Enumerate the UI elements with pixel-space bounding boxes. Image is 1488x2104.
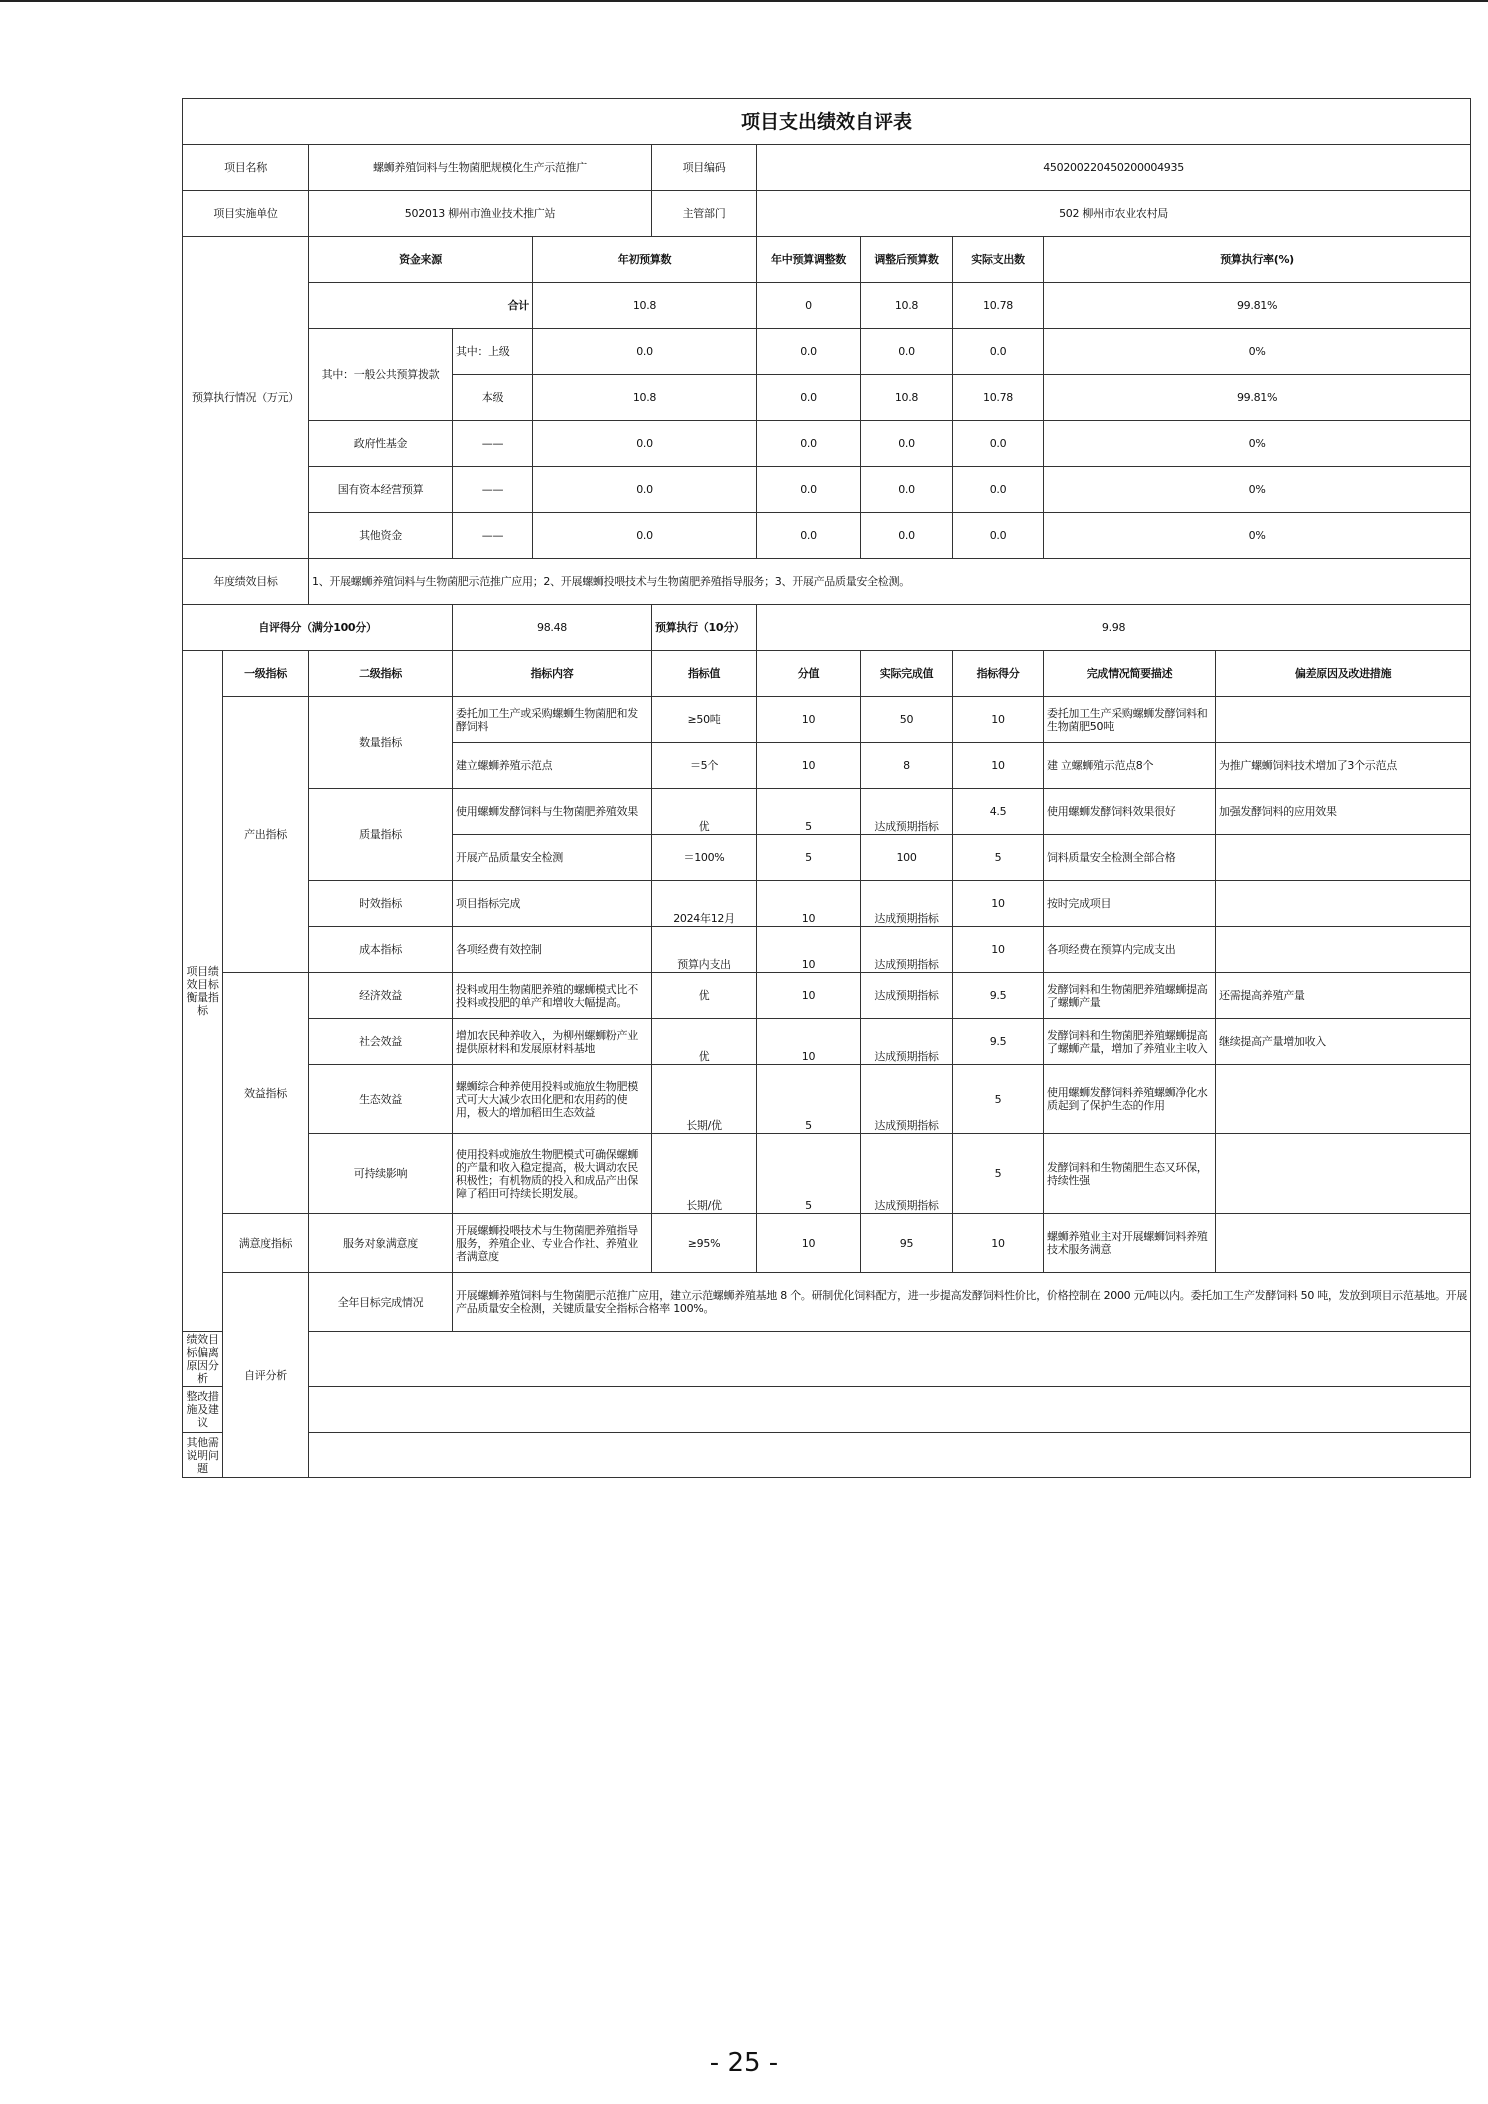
indicator-content: 开展螺蛳投喂技术与生物菌肥养殖指导服务，养殖企业、专业合作社、养殖业者满意度 <box>453 1214 652 1273</box>
indicator-target: 预算内支出 <box>652 927 757 973</box>
dept-value: 502 柳州市农业农村局 <box>757 191 1471 237</box>
other-issues-text <box>309 1433 1471 1478</box>
budget-header-rate: 预算执行率(%) <box>1044 237 1471 283</box>
budget-cell: 10.8 <box>533 283 757 329</box>
budget-cell: 10.78 <box>953 375 1044 421</box>
indicator-target: 长期/优 <box>652 1065 757 1134</box>
indicator-actual: 达成预期指标 <box>861 973 953 1019</box>
ecological-indicator-label: 生态效益 <box>309 1065 453 1134</box>
budget-cell: 0.0 <box>861 467 953 513</box>
indicator-actual: 达成预期指标 <box>861 1019 953 1065</box>
budget-cell: 0.0 <box>953 329 1044 375</box>
indicator-weight: 5 <box>757 1065 861 1134</box>
indicator-header: 完成情况简要描述 <box>1044 651 1216 697</box>
indicator-deviation <box>1216 1214 1471 1273</box>
output-indicator-label: 产出指标 <box>223 697 309 973</box>
budget-cell: 0% <box>1044 421 1471 467</box>
indicator-desc: 饲料质量安全检测全部合格 <box>1044 835 1216 881</box>
indicator-header: 一级指标 <box>223 651 309 697</box>
indicator-deviation: 加强发酵饲料的应用效果 <box>1216 789 1471 835</box>
indicator-header: 分值 <box>757 651 861 697</box>
indicator-actual: 8 <box>861 743 953 789</box>
budget-score-label: 预算执行（10分） <box>652 605 757 651</box>
completion-text: 开展螺蛳养殖饲料与生物菌肥示范推广应用，建立示范螺蛳养殖基地 8 个。研制优化饲料配方，进一步提高发酵饲料性价比，价格控制在 2000 元/吨以内。委托加工生产发酵饲料 50 吨，发放到项目示范基地。开展产品质量安全检测，关键质量安全指标合格率 100%。 <box>453 1273 1471 1332</box>
budget-section-label: 预算执行情况（万元） <box>183 237 309 559</box>
indicator-target: 优 <box>652 1019 757 1065</box>
indicator-actual: 95 <box>861 1214 953 1273</box>
indicator-actual: 达成预期指标 <box>861 1134 953 1214</box>
indicator-score: 10 <box>953 697 1044 743</box>
indicator-desc: 各项经费在预算内完成支出 <box>1044 927 1216 973</box>
budget-cell: 0.0 <box>533 421 757 467</box>
budget-dash: —— <box>453 513 533 559</box>
indicator-content: 建立螺蛳养殖示范点 <box>453 743 652 789</box>
indicator-score: 10 <box>953 743 1044 789</box>
indicator-deviation: 为推广螺蛳饲料技术增加了3个示范点 <box>1216 743 1471 789</box>
budget-cell: 0.0 <box>953 421 1044 467</box>
budget-header-adjust: 年中预算调整数 <box>757 237 861 283</box>
self-score-label: 自评得分（满分100分） <box>183 605 453 651</box>
budget-local-label: 本级 <box>453 375 533 421</box>
dept-label: 主管部门 <box>652 191 757 237</box>
indicator-header: 二级指标 <box>309 651 453 697</box>
budget-cell: 99.81% <box>1044 283 1471 329</box>
project-name-value: 螺蛳养殖饲料与生物菌肥规模化生产示范推广 <box>309 145 652 191</box>
indicator-score: 9.5 <box>953 973 1044 1019</box>
social-indicator-label: 社会效益 <box>309 1019 453 1065</box>
indicator-score: 10 <box>953 927 1044 973</box>
budget-cell: 99.81% <box>1044 375 1471 421</box>
budget-cell: 0.0 <box>757 513 861 559</box>
indicator-desc: 使用螺蛳发酵饲料养殖螺蛳净化水质起到了保护生态的作用 <box>1044 1065 1216 1134</box>
timeliness-indicator-label: 时效指标 <box>309 881 453 927</box>
measures-text <box>309 1387 1471 1433</box>
table-title: 项目支出绩效自评表 <box>183 99 1471 145</box>
indicator-weight: 10 <box>757 881 861 927</box>
indicator-desc: 按时完成项目 <box>1044 881 1216 927</box>
indicator-desc: 建 立螺蛳殖示范点8个 <box>1044 743 1216 789</box>
economic-indicator-label: 经济效益 <box>309 973 453 1019</box>
indicator-target: ＝100% <box>652 835 757 881</box>
budget-cell: 0.0 <box>861 421 953 467</box>
benefit-indicator-label: 效益指标 <box>223 973 309 1214</box>
indicator-desc: 发酵饲料和生物菌肥生态又环保，持续性强 <box>1044 1134 1216 1214</box>
indicator-content: 各项经费有效控制 <box>453 927 652 973</box>
indicator-header: 指标值 <box>652 651 757 697</box>
annual-goal-label: 年度绩效目标 <box>183 559 309 605</box>
indicator-deviation <box>1216 881 1471 927</box>
indicator-content: 委托加工生产或采购螺蛳生物菌肥和发酵饲料 <box>453 697 652 743</box>
budget-upper-label: 其中：上级 <box>453 329 533 375</box>
indicator-actual: 50 <box>861 697 953 743</box>
indicator-desc: 螺蛳养殖业主对开展螺蛳饲料养殖技术服务满意 <box>1044 1214 1216 1273</box>
quality-indicator-label: 质量指标 <box>309 789 453 881</box>
indicator-header: 偏差原因及改进措施 <box>1216 651 1471 697</box>
annual-goal-text: 1、开展螺蛳养殖饲料与生物菌肥示范推广应用；2、开展螺蛳投喂技术与生物菌肥养殖指导服务；3、开展产品质量安全检测。 <box>309 559 1471 605</box>
indicator-target: ＝5个 <box>652 743 757 789</box>
budget-header-source: 资金来源 <box>309 237 533 283</box>
indicator-target: 优 <box>652 789 757 835</box>
indicator-actual: 达成预期指标 <box>861 927 953 973</box>
indicator-score: 5 <box>953 835 1044 881</box>
indicator-content: 增加农民种养收入，为柳州螺蛳粉产业提供原材料和发展原材料基地 <box>453 1019 652 1065</box>
indicator-actual: 达成预期指标 <box>861 1065 953 1134</box>
indicator-content: 投料或用生物菌肥养殖的螺蛳模式比不投料或投肥的单产和增收大幅提高。 <box>453 973 652 1019</box>
completion-label: 全年目标完成情况 <box>309 1273 453 1332</box>
indicator-weight: 10 <box>757 1019 861 1065</box>
indicator-deviation: 继续提高产量增加收入 <box>1216 1019 1471 1065</box>
measures-label: 整改措施及建议 <box>183 1387 223 1433</box>
indicator-content: 项目指标完成 <box>453 881 652 927</box>
budget-cell: 0.0 <box>757 329 861 375</box>
page-number: - 25 - <box>709 2048 779 2078</box>
budget-cell: 0.0 <box>757 375 861 421</box>
self-score-value: 98.48 <box>453 605 652 651</box>
cost-indicator-label: 成本指标 <box>309 927 453 973</box>
indicator-score: 4.5 <box>953 789 1044 835</box>
indicator-score: 5 <box>953 1134 1044 1214</box>
project-name-label: 项目名称 <box>183 145 309 191</box>
budget-dash: —— <box>453 421 533 467</box>
budget-cell: 0.0 <box>533 513 757 559</box>
budget-total-label: 合计 <box>309 283 533 329</box>
project-code-label: 项目编码 <box>652 145 757 191</box>
deviation-analysis-text <box>309 1332 1471 1387</box>
indicator-deviation: 还需提高养殖产量 <box>1216 973 1471 1019</box>
unit-label: 项目实施单位 <box>183 191 309 237</box>
budget-score-value: 9.98 <box>757 605 1471 651</box>
indicator-weight: 10 <box>757 697 861 743</box>
indicator-score: 5 <box>953 1065 1044 1134</box>
indicator-actual: 达成预期指标 <box>861 789 953 835</box>
indicator-deviation <box>1216 835 1471 881</box>
budget-dash: —— <box>453 467 533 513</box>
budget-header-initial: 年初预算数 <box>533 237 757 283</box>
indicator-desc: 发酵饲料和生物菌肥养殖螺蛳提高了螺蛳产量 <box>1044 973 1216 1019</box>
indicator-score: 10 <box>953 881 1044 927</box>
budget-cell: 0.0 <box>953 513 1044 559</box>
project-code-value: 450200220450200004935 <box>757 145 1471 191</box>
indicator-target: 优 <box>652 973 757 1019</box>
indicator-deviation <box>1216 927 1471 973</box>
unit-value: 502013 柳州市渔业技术推广站 <box>309 191 652 237</box>
budget-cell: 0.0 <box>533 467 757 513</box>
budget-state-capital-label: 国有资本经营预算 <box>309 467 453 513</box>
indicator-desc: 委托加工生产采购螺蛳发酵饲料和生物菌肥50吨 <box>1044 697 1216 743</box>
indicator-content: 螺蛳综合种养使用投料或施放生物肥模式可大大减少农田化肥和农用药的使用，极大的增加稻田生态效益 <box>453 1065 652 1134</box>
indicator-content: 开展产品质量安全检测 <box>453 835 652 881</box>
budget-general-label: 其中：一般公共预算拨款 <box>309 329 453 421</box>
indicator-target: ≥95% <box>652 1214 757 1273</box>
service-indicator-label: 服务对象满意度 <box>309 1214 453 1273</box>
budget-cell: 0% <box>1044 329 1471 375</box>
indicator-deviation <box>1216 697 1471 743</box>
indicator-actual: 100 <box>861 835 953 881</box>
indicator-header: 指标得分 <box>953 651 1044 697</box>
budget-cell: 10.78 <box>953 283 1044 329</box>
analysis-section-label: 自评分析 <box>223 1273 309 1478</box>
other-issues-label: 其他需说明问题 <box>183 1433 223 1478</box>
indicator-section-label: 项目绩效目标衡量指标 <box>183 651 223 1332</box>
budget-cell: 0.0 <box>953 467 1044 513</box>
budget-cell: 10.8 <box>861 283 953 329</box>
indicator-weight: 5 <box>757 1134 861 1214</box>
budget-cell: 0.0 <box>533 329 757 375</box>
indicator-target: 长期/优 <box>652 1134 757 1214</box>
indicator-header: 指标内容 <box>453 651 652 697</box>
budget-cell: 0.0 <box>757 467 861 513</box>
budget-cell: 10.8 <box>533 375 757 421</box>
sustainable-indicator-label: 可持续影响 <box>309 1134 453 1214</box>
indicator-target: 2024年12月 <box>652 881 757 927</box>
indicator-score: 9.5 <box>953 1019 1044 1065</box>
indicator-content: 使用螺蛳发酵饲料与生物菌肥养殖效果 <box>453 789 652 835</box>
satisfaction-indicator-label: 满意度指标 <box>223 1214 309 1273</box>
budget-gov-fund-label: 政府性基金 <box>309 421 453 467</box>
budget-header-adjusted: 调整后预算数 <box>861 237 953 283</box>
deviation-analysis-label: 绩效目标偏离原因分析 <box>183 1332 223 1387</box>
quantity-indicator-label: 数量指标 <box>309 697 453 789</box>
budget-cell: 0% <box>1044 513 1471 559</box>
budget-cell: 10.8 <box>861 375 953 421</box>
budget-cell: 0 <box>757 283 861 329</box>
budget-header-actual: 实际支出数 <box>953 237 1044 283</box>
performance-self-evaluation-table <box>182 98 1471 1478</box>
budget-cell: 0.0 <box>757 421 861 467</box>
indicator-weight: 10 <box>757 927 861 973</box>
indicator-desc: 发酵饲料和生物菌肥养殖螺蛳提高了螺蛳产量，增加了养殖业主收入 <box>1044 1019 1216 1065</box>
page-top-border <box>0 0 1488 2</box>
indicator-desc: 使用螺蛳发酵饲料效果很好 <box>1044 789 1216 835</box>
indicator-actual: 达成预期指标 <box>861 881 953 927</box>
budget-cell: 0.0 <box>861 513 953 559</box>
indicator-weight: 10 <box>757 743 861 789</box>
indicator-target: ≥50吨 <box>652 697 757 743</box>
indicator-content: 使用投料或施放生物肥模式可确保螺蛳的产量和收入稳定提高，极大调动农民积极性；有机物质的投入和成品产出保障了稻田可持续长期发展。 <box>453 1134 652 1214</box>
indicator-weight: 5 <box>757 835 861 881</box>
indicator-weight: 10 <box>757 1214 861 1273</box>
budget-cell: 0.0 <box>861 329 953 375</box>
indicator-deviation <box>1216 1134 1471 1214</box>
budget-other-label: 其他资金 <box>309 513 453 559</box>
indicator-weight: 5 <box>757 789 861 835</box>
budget-cell: 0% <box>1044 467 1471 513</box>
indicator-deviation <box>1216 1065 1471 1134</box>
indicator-score: 10 <box>953 1214 1044 1273</box>
indicator-header: 实际完成值 <box>861 651 953 697</box>
indicator-weight: 10 <box>757 973 861 1019</box>
